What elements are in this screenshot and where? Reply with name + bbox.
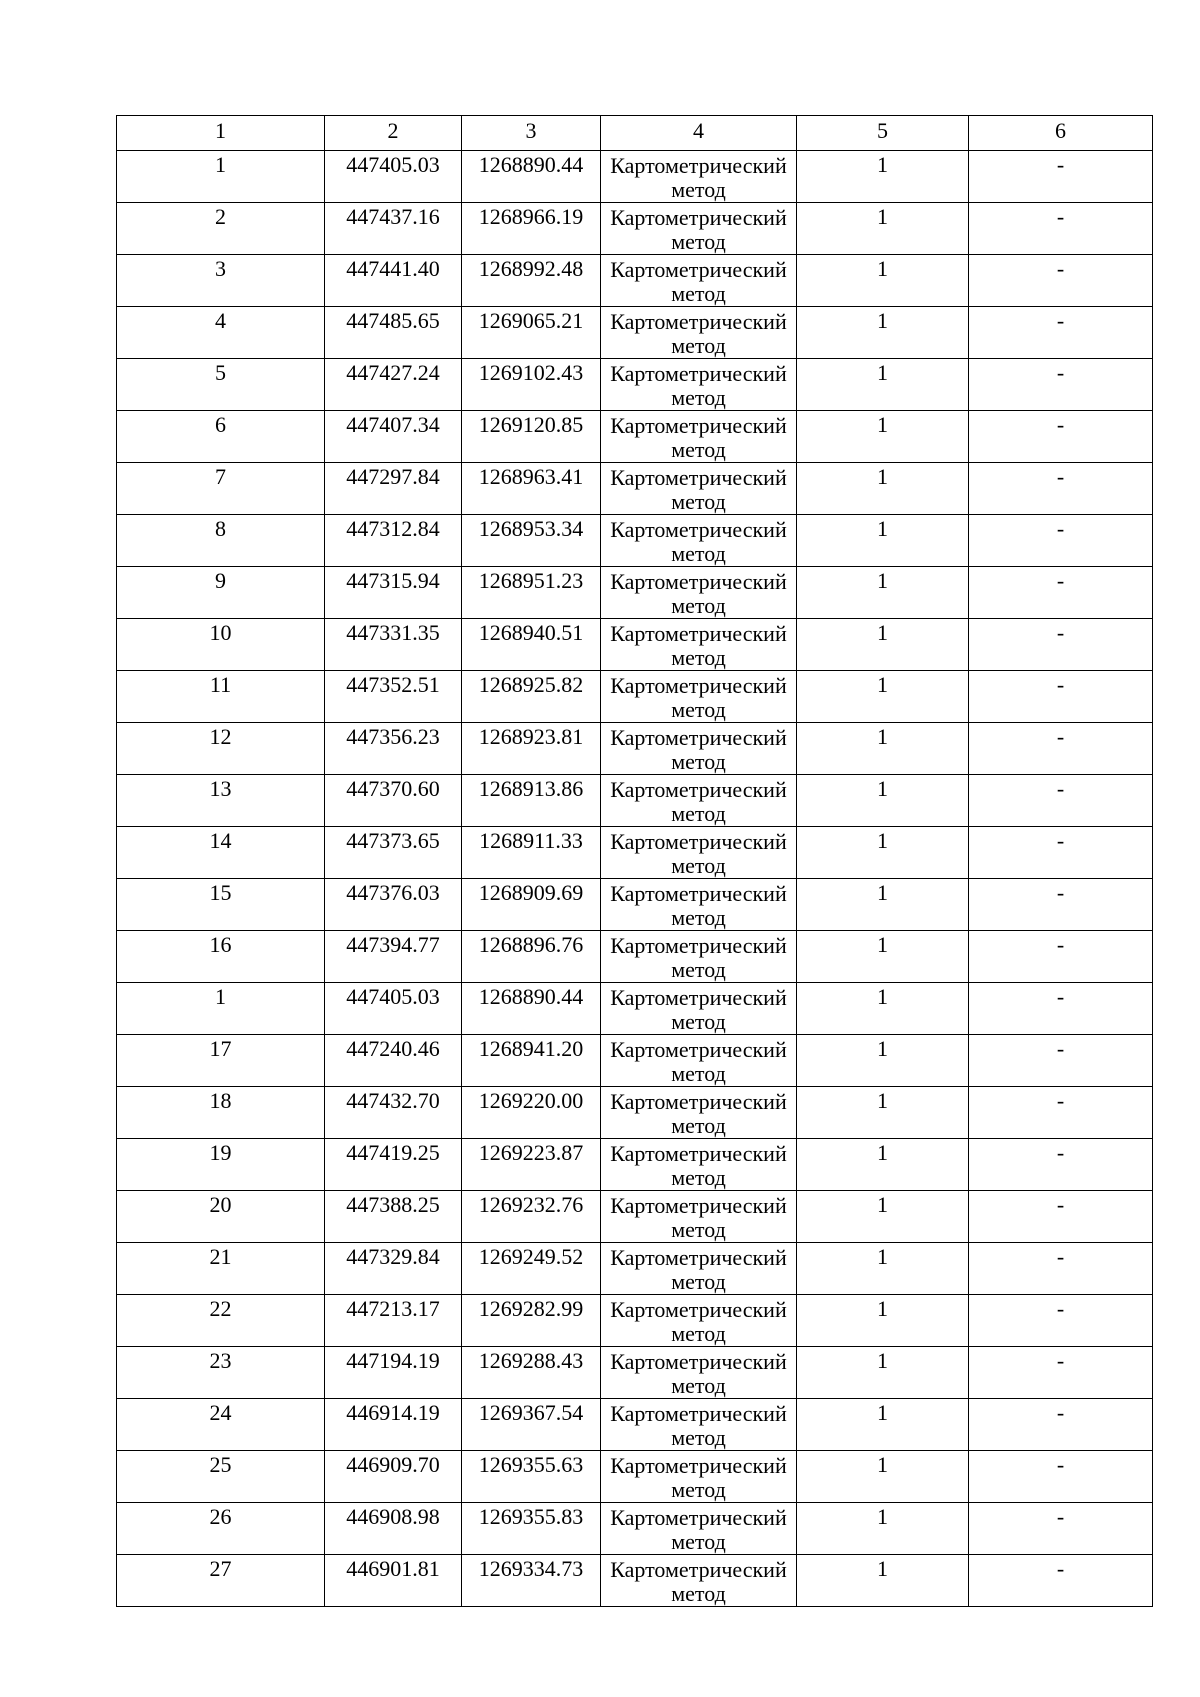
x-coordinate-cell: 447405.03 (325, 151, 462, 203)
table-row (117, 619, 1153, 671)
note-cell: - (969, 307, 1153, 359)
method-text-line1: Картометрический (610, 933, 787, 958)
method-text-line1: Картометрический (610, 621, 787, 646)
point-number-cell: 15 (117, 879, 325, 931)
method-text-line2: метод (671, 1321, 726, 1346)
point-number-cell: 16 (117, 931, 325, 983)
point-number-cell: 14 (117, 827, 325, 879)
table-row (117, 359, 1153, 411)
note-cell: - (969, 515, 1153, 567)
point-number-cell: 18 (117, 1087, 325, 1139)
table-row (117, 151, 1153, 203)
method-text-line2: метод (671, 333, 726, 358)
point-number-cell: 9 (117, 567, 325, 619)
method-text-line2: метод (671, 1113, 726, 1138)
point-number-cell: 2 (117, 203, 325, 255)
table-row (117, 411, 1153, 463)
method-text-line2: метод (671, 281, 726, 306)
table-body (117, 151, 1153, 1607)
y-coordinate-cell: 1269355.63 (462, 1451, 601, 1503)
y-coordinate-cell: 1269367.54 (462, 1399, 601, 1451)
method-cell (601, 775, 797, 827)
table-row (117, 1295, 1153, 1347)
method-text-line1: Картометрический (610, 569, 787, 594)
method-text-line1: Картометрический (610, 361, 787, 386)
y-coordinate-cell: 1268953.34 (462, 515, 601, 567)
accuracy-cell: 1 (797, 463, 969, 515)
method-cell (601, 983, 797, 1035)
method-cell (601, 1347, 797, 1399)
method-cell (601, 723, 797, 775)
header-cell-1: 1 (117, 116, 325, 151)
point-number-cell: 19 (117, 1139, 325, 1191)
point-number-cell: 27 (117, 1555, 325, 1607)
point-number-cell: 21 (117, 1243, 325, 1295)
table-row (117, 463, 1153, 515)
accuracy-cell: 1 (797, 1035, 969, 1087)
table-row (117, 515, 1153, 567)
point-number-cell: 22 (117, 1295, 325, 1347)
point-number-cell: 13 (117, 775, 325, 827)
method-text-line1: Картометрический (610, 1141, 787, 1166)
coordinates-table (116, 115, 1153, 1607)
accuracy-cell: 1 (797, 619, 969, 671)
table-row (117, 1087, 1153, 1139)
note-cell: - (969, 879, 1153, 931)
method-text-line2: метод (671, 697, 726, 722)
method-text-line1: Картометрический (610, 205, 787, 230)
method-cell (601, 255, 797, 307)
method-text-line2: метод (671, 1009, 726, 1034)
x-coordinate-cell: 447407.34 (325, 411, 462, 463)
y-coordinate-cell: 1268909.69 (462, 879, 601, 931)
note-cell: - (969, 827, 1153, 879)
table-row (117, 1399, 1153, 1451)
table-row (117, 1503, 1153, 1555)
note-cell: - (969, 723, 1153, 775)
point-number-cell: 26 (117, 1503, 325, 1555)
method-text-line1: Картометрический (610, 517, 787, 542)
y-coordinate-cell: 1269282.99 (462, 1295, 601, 1347)
accuracy-cell: 1 (797, 203, 969, 255)
method-cell (601, 203, 797, 255)
point-number-cell: 6 (117, 411, 325, 463)
y-coordinate-cell: 1268913.86 (462, 775, 601, 827)
table-row (117, 567, 1153, 619)
note-cell: - (969, 671, 1153, 723)
table-row (117, 827, 1153, 879)
header-cell-5: 5 (797, 116, 969, 151)
note-cell: - (969, 1191, 1153, 1243)
x-coordinate-cell: 447312.84 (325, 515, 462, 567)
y-coordinate-cell: 1269288.43 (462, 1347, 601, 1399)
method-cell (601, 1087, 797, 1139)
x-coordinate-cell: 447394.77 (325, 931, 462, 983)
method-cell (601, 827, 797, 879)
method-cell (601, 1295, 797, 1347)
accuracy-cell: 1 (797, 671, 969, 723)
x-coordinate-cell: 447356.23 (325, 723, 462, 775)
x-coordinate-cell: 447331.35 (325, 619, 462, 671)
method-cell (601, 1503, 797, 1555)
point-number-cell: 10 (117, 619, 325, 671)
x-coordinate-cell: 447432.70 (325, 1087, 462, 1139)
table-row (117, 1139, 1153, 1191)
method-cell (601, 1243, 797, 1295)
note-cell: - (969, 151, 1153, 203)
method-text-line2: метод (671, 385, 726, 410)
point-number-cell: 5 (117, 359, 325, 411)
x-coordinate-cell: 447315.94 (325, 567, 462, 619)
table-row (117, 931, 1153, 983)
method-text-line2: метод (671, 1581, 726, 1606)
accuracy-cell: 1 (797, 879, 969, 931)
method-text-line2: метод (671, 957, 726, 982)
x-coordinate-cell: 447240.46 (325, 1035, 462, 1087)
y-coordinate-cell: 1268951.23 (462, 567, 601, 619)
method-text-line1: Картометрический (610, 1245, 787, 1270)
x-coordinate-cell: 447419.25 (325, 1139, 462, 1191)
table-row (117, 775, 1153, 827)
y-coordinate-cell: 1268940.51 (462, 619, 601, 671)
method-text-line2: метод (671, 437, 726, 462)
note-cell: - (969, 203, 1153, 255)
y-coordinate-cell: 1269334.73 (462, 1555, 601, 1607)
x-coordinate-cell: 447441.40 (325, 255, 462, 307)
method-text-line2: метод (671, 749, 726, 774)
accuracy-cell: 1 (797, 151, 969, 203)
y-coordinate-cell: 1269223.87 (462, 1139, 601, 1191)
table-row (117, 203, 1153, 255)
accuracy-cell: 1 (797, 1399, 969, 1451)
accuracy-cell: 1 (797, 827, 969, 879)
method-text-line2: метод (671, 541, 726, 566)
y-coordinate-cell: 1268925.82 (462, 671, 601, 723)
accuracy-cell: 1 (797, 255, 969, 307)
method-text-line2: метод (671, 1373, 726, 1398)
method-text-line1: Картометрический (610, 777, 787, 802)
method-text-line1: Картометрический (610, 1089, 787, 1114)
accuracy-cell: 1 (797, 515, 969, 567)
note-cell: - (969, 567, 1153, 619)
table-header-row (117, 116, 1153, 151)
method-text-line2: метод (671, 593, 726, 618)
method-text-line2: метод (671, 1061, 726, 1086)
method-text-line2: метод (671, 801, 726, 826)
table-row (117, 1035, 1153, 1087)
point-number-cell: 12 (117, 723, 325, 775)
y-coordinate-cell: 1269120.85 (462, 411, 601, 463)
method-text-line1: Картометрический (610, 309, 787, 334)
table-row (117, 1191, 1153, 1243)
x-coordinate-cell: 447437.16 (325, 203, 462, 255)
method-cell (601, 1555, 797, 1607)
x-coordinate-cell: 446901.81 (325, 1555, 462, 1607)
method-cell (601, 619, 797, 671)
y-coordinate-cell: 1268992.48 (462, 255, 601, 307)
accuracy-cell: 1 (797, 931, 969, 983)
note-cell: - (969, 1347, 1153, 1399)
method-text-line2: метод (671, 1217, 726, 1242)
x-coordinate-cell: 446914.19 (325, 1399, 462, 1451)
method-text-line1: Картометрический (610, 1505, 787, 1530)
y-coordinate-cell: 1268923.81 (462, 723, 601, 775)
point-number-cell: 17 (117, 1035, 325, 1087)
accuracy-cell: 1 (797, 359, 969, 411)
method-text-line1: Картометрический (610, 153, 787, 178)
method-text-line2: метод (671, 1425, 726, 1450)
note-cell: - (969, 619, 1153, 671)
y-coordinate-cell: 1269249.52 (462, 1243, 601, 1295)
method-cell (601, 307, 797, 359)
header-cell-4: 4 (601, 116, 797, 151)
method-text-line1: Картометрический (610, 829, 787, 854)
method-cell (601, 879, 797, 931)
method-text-line2: метод (671, 229, 726, 254)
note-cell: - (969, 1555, 1153, 1607)
accuracy-cell: 1 (797, 983, 969, 1035)
x-coordinate-cell: 447297.84 (325, 463, 462, 515)
x-coordinate-cell: 447370.60 (325, 775, 462, 827)
x-coordinate-cell: 447388.25 (325, 1191, 462, 1243)
point-number-cell: 1 (117, 983, 325, 1035)
accuracy-cell: 1 (797, 1503, 969, 1555)
accuracy-cell: 1 (797, 1139, 969, 1191)
method-text-line1: Картометрический (610, 1453, 787, 1478)
y-coordinate-cell: 1269232.76 (462, 1191, 601, 1243)
point-number-cell: 7 (117, 463, 325, 515)
method-text-line1: Картометрический (610, 257, 787, 282)
point-number-cell: 8 (117, 515, 325, 567)
note-cell: - (969, 411, 1153, 463)
point-number-cell: 1 (117, 151, 325, 203)
accuracy-cell: 1 (797, 1347, 969, 1399)
note-cell: - (969, 1451, 1153, 1503)
table-row (117, 307, 1153, 359)
x-coordinate-cell: 446909.70 (325, 1451, 462, 1503)
x-coordinate-cell: 447352.51 (325, 671, 462, 723)
method-cell (601, 567, 797, 619)
table-row (117, 879, 1153, 931)
note-cell: - (969, 1035, 1153, 1087)
method-text-line1: Картометрический (610, 413, 787, 438)
method-text-line1: Картометрический (610, 1401, 787, 1426)
table-row (117, 1451, 1153, 1503)
method-text-line1: Картометрический (610, 1037, 787, 1062)
method-text-line1: Картометрический (610, 881, 787, 906)
method-cell (601, 1451, 797, 1503)
accuracy-cell: 1 (797, 1087, 969, 1139)
accuracy-cell: 1 (797, 411, 969, 463)
accuracy-cell: 1 (797, 567, 969, 619)
point-number-cell: 23 (117, 1347, 325, 1399)
table-row (117, 671, 1153, 723)
y-coordinate-cell: 1268896.76 (462, 931, 601, 983)
method-cell (601, 1399, 797, 1451)
table-row (117, 723, 1153, 775)
accuracy-cell: 1 (797, 1243, 969, 1295)
method-text-line2: метод (671, 905, 726, 930)
method-text-line2: метод (671, 1165, 726, 1190)
header-cell-3: 3 (462, 116, 601, 151)
method-cell (601, 671, 797, 723)
method-cell (601, 515, 797, 567)
y-coordinate-cell: 1268963.41 (462, 463, 601, 515)
method-text-line1: Картометрический (610, 465, 787, 490)
y-coordinate-cell: 1269220.00 (462, 1087, 601, 1139)
method-cell (601, 1139, 797, 1191)
note-cell: - (969, 983, 1153, 1035)
point-number-cell: 11 (117, 671, 325, 723)
accuracy-cell: 1 (797, 1295, 969, 1347)
accuracy-cell: 1 (797, 1451, 969, 1503)
method-text-line2: метод (671, 1529, 726, 1554)
y-coordinate-cell: 1268890.44 (462, 151, 601, 203)
note-cell: - (969, 1503, 1153, 1555)
accuracy-cell: 1 (797, 1191, 969, 1243)
point-number-cell: 3 (117, 255, 325, 307)
y-coordinate-cell: 1268911.33 (462, 827, 601, 879)
x-coordinate-cell: 447329.84 (325, 1243, 462, 1295)
method-cell (601, 931, 797, 983)
x-coordinate-cell: 447373.65 (325, 827, 462, 879)
point-number-cell: 20 (117, 1191, 325, 1243)
method-text-line2: метод (671, 489, 726, 514)
note-cell: - (969, 359, 1153, 411)
method-text-line1: Картометрический (610, 1297, 787, 1322)
method-cell (601, 463, 797, 515)
table-row (117, 255, 1153, 307)
method-cell (601, 1191, 797, 1243)
method-text-line1: Картометрический (610, 725, 787, 750)
note-cell: - (969, 1295, 1153, 1347)
note-cell: - (969, 1399, 1153, 1451)
method-cell (601, 411, 797, 463)
accuracy-cell: 1 (797, 723, 969, 775)
header-cell-6: 6 (969, 116, 1153, 151)
method-text-line2: метод (671, 1477, 726, 1502)
header-cell-2: 2 (325, 116, 462, 151)
method-text-line2: метод (671, 645, 726, 670)
y-coordinate-cell: 1268966.19 (462, 203, 601, 255)
y-coordinate-cell: 1268941.20 (462, 1035, 601, 1087)
method-text-line2: метод (671, 853, 726, 878)
table-row (117, 1555, 1153, 1607)
x-coordinate-cell: 447194.19 (325, 1347, 462, 1399)
note-cell: - (969, 463, 1153, 515)
method-text-line1: Картометрический (610, 1193, 787, 1218)
method-text-line2: метод (671, 1269, 726, 1294)
x-coordinate-cell: 447213.17 (325, 1295, 462, 1347)
y-coordinate-cell: 1269065.21 (462, 307, 601, 359)
x-coordinate-cell: 447376.03 (325, 879, 462, 931)
method-text-line1: Картометрический (610, 985, 787, 1010)
note-cell: - (969, 1087, 1153, 1139)
x-coordinate-cell: 447485.65 (325, 307, 462, 359)
method-text-line1: Картометрический (610, 1557, 787, 1582)
note-cell: - (969, 1243, 1153, 1295)
x-coordinate-cell: 447405.03 (325, 983, 462, 1035)
method-text-line2: метод (671, 177, 726, 202)
x-coordinate-cell: 446908.98 (325, 1503, 462, 1555)
x-coordinate-cell: 447427.24 (325, 359, 462, 411)
method-text-line1: Картометрический (610, 1349, 787, 1374)
accuracy-cell: 1 (797, 775, 969, 827)
method-cell (601, 359, 797, 411)
table-row (117, 1347, 1153, 1399)
accuracy-cell: 1 (797, 307, 969, 359)
y-coordinate-cell: 1268890.44 (462, 983, 601, 1035)
method-text-line1: Картометрический (610, 673, 787, 698)
note-cell: - (969, 255, 1153, 307)
note-cell: - (969, 931, 1153, 983)
y-coordinate-cell: 1269102.43 (462, 359, 601, 411)
table-row (117, 1243, 1153, 1295)
accuracy-cell: 1 (797, 1555, 969, 1607)
point-number-cell: 25 (117, 1451, 325, 1503)
note-cell: - (969, 1139, 1153, 1191)
table-row (117, 983, 1153, 1035)
y-coordinate-cell: 1269355.83 (462, 1503, 601, 1555)
point-number-cell: 24 (117, 1399, 325, 1451)
note-cell: - (969, 775, 1153, 827)
method-cell (601, 151, 797, 203)
point-number-cell: 4 (117, 307, 325, 359)
method-cell (601, 1035, 797, 1087)
